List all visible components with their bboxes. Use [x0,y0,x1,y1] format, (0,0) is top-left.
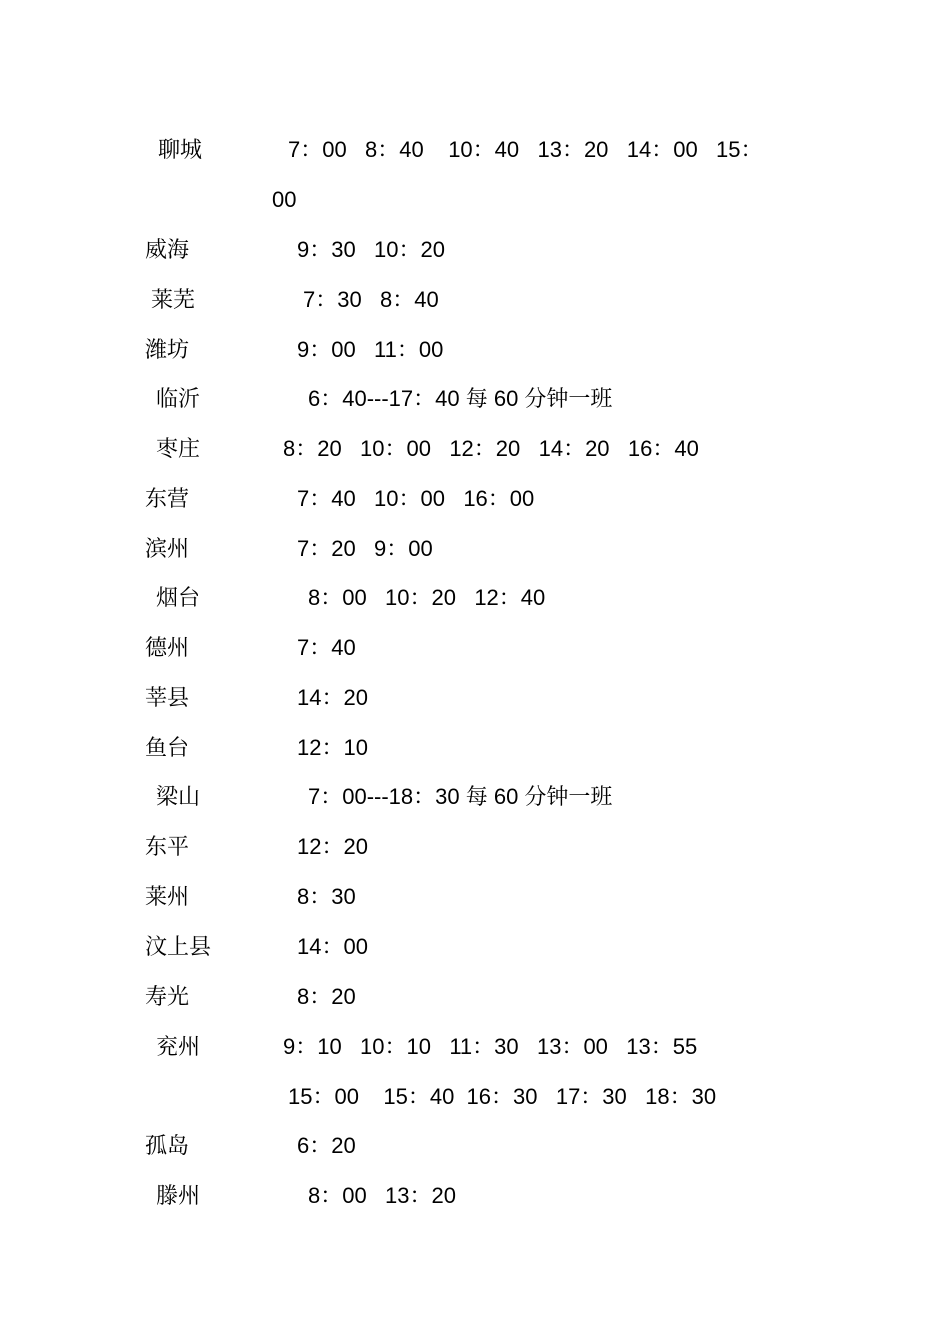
city-name: 兖州 [156,1034,201,1059]
city-name: 东营 [145,486,190,511]
city-name: 莱州 [145,884,190,909]
city-name: 莱芜 [151,287,196,312]
city-name: 烟台 [156,585,201,610]
city-name: 枣庄 [156,436,201,461]
departure-times: 9：30 10：20 [297,237,445,262]
departure-times: 7：40 [297,635,356,660]
departure-times: 7：30 8：40 [303,287,439,312]
departure-times: 9：10 10：10 11：30 13：00 13：55 [283,1034,698,1059]
departure-times: 12：20 [297,834,368,859]
departure-times: 14：20 [297,685,368,710]
city-name: 梁山 [156,784,201,809]
city-name: 潍坊 [145,337,190,362]
city-name: 莘县 [145,685,190,710]
departure-times: 7：00 8：40 10：40 13：20 14：00 15： [288,137,763,162]
departure-times: 7：20 9：00 [297,536,433,561]
departure-times: 14：00 [297,934,368,959]
city-name: 滕州 [156,1183,201,1208]
departure-times: 8：00 10：20 12：40 [308,585,546,610]
departure-times: 00 [272,187,297,212]
city-name: 临沂 [156,386,201,411]
city-name: 东平 [145,834,190,859]
departure-times: 8：00 13：20 [308,1183,456,1208]
departure-times: 15：00 15：40 16：30 17：30 18：30 [288,1084,717,1109]
departure-times: 7：40 10：00 16：00 [297,486,535,511]
city-name: 威海 [145,237,190,262]
city-name: 滨州 [145,536,190,561]
city-name: 孤岛 [145,1133,190,1158]
city-name: 聊城 [158,137,203,162]
departure-times: 7：00---18：30 每 60 分钟一班 [308,784,613,809]
city-name: 德州 [145,635,190,660]
city-name: 寿光 [145,984,190,1009]
city-name: 汶上县 [145,934,212,959]
city-name: 鱼台 [145,735,190,760]
departure-times: 8：30 [297,884,356,909]
departure-times: 8：20 10：00 12：20 14：20 16：40 [283,436,699,461]
departure-times: 12：10 [297,735,368,760]
departure-times: 6：40---17：40 每 60 分钟一班 [308,386,613,411]
departure-times: 9：00 11：00 [297,337,444,362]
departure-times: 8：20 [297,984,356,1009]
departure-times: 6：20 [297,1133,356,1158]
